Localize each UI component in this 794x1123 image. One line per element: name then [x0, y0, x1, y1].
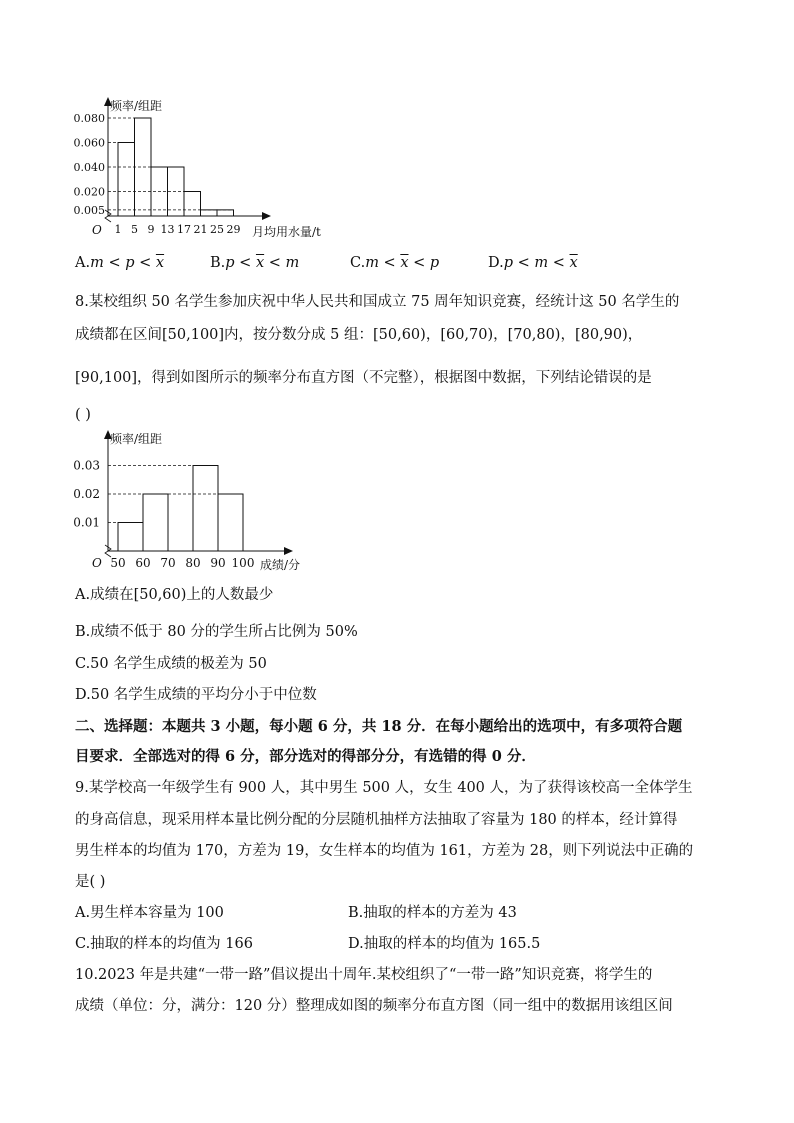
chart2-xlabel: 成绩/分	[260, 558, 301, 572]
chart1-xlabel: 月均用水量/t	[252, 225, 321, 239]
q8-option-b: B.成绩不低于 80 分的学生所占比例为 50%	[75, 624, 358, 640]
q7-option-c-p3: p	[429, 255, 440, 271]
chart2-xtick-label: 70	[160, 556, 176, 570]
q8-option-a: A.成绩在[50,60)上的人数最少	[75, 587, 274, 603]
q9-option-b: B.抽取的样本的方差为 43	[348, 905, 517, 921]
q8-answer-paren: ( )	[75, 407, 91, 423]
q7-option-a-p1: m	[90, 255, 104, 271]
chart1-xtick-label: 29	[226, 223, 241, 236]
chart2-xtick-label: 60	[135, 556, 151, 570]
q7-option-a	[75, 255, 164, 271]
chart1-bar	[217, 210, 234, 216]
chart1-bar	[118, 143, 135, 217]
chart2-origin: O	[92, 556, 102, 570]
q8-line1: 8.某校组织 50 名学生参加庆祝中华人民共和国成立 75 周年知识竞赛，经统计这 50 名学生的	[75, 294, 680, 310]
q7-option-b	[210, 255, 299, 271]
q8-option-c: C.50 名学生成绩的极差为 50	[75, 656, 267, 672]
chart2-ylabel: 频率/组距	[110, 432, 163, 446]
chart2-xtick-label: 100	[231, 556, 255, 570]
q9-option-d: D.抽取的样本的均值为 165.5	[348, 936, 541, 952]
chart2-bar	[193, 466, 218, 552]
q7-option-b-letter: B.	[210, 255, 226, 271]
chart2-bar	[118, 523, 143, 552]
chart2-ytick-label: 0.01	[73, 515, 100, 530]
q9-option-c: C.抽取的样本的均值为 166	[75, 936, 253, 952]
chart1-ytick-label: 0.005	[73, 203, 105, 217]
q7-option-a-s1: <	[103, 255, 126, 271]
q10-line2: 成绩（单位：分，满分：120 分）整理成如图的频率分布直方图（同一组中的数据用该组区间	[75, 998, 673, 1014]
chart-score-histogram	[70, 425, 320, 575]
q7-option-c	[350, 255, 439, 271]
chart1-ytick-label: 0.080	[73, 112, 105, 125]
chart2-bar	[143, 494, 168, 551]
chart1-origin: O	[92, 223, 102, 237]
chart1-bar	[201, 210, 218, 216]
q7-option-d-letter: D.	[488, 255, 504, 271]
q7-option-c-s2: <	[408, 255, 430, 271]
q7-option-c-p2: $\overline{x}$	[400, 255, 409, 271]
q7-option-d-p3: $\overline{x}$	[569, 255, 578, 271]
q7-option-d-p2: m	[534, 255, 549, 271]
chart2-xtick-label: 90	[210, 556, 226, 570]
chart1-ytick-label: 0.040	[73, 161, 105, 174]
q7-option-b-p2: $\overline{x}$	[255, 255, 265, 271]
q9-line2: 的身高信息，现采用样本量比例分配的分层随机抽样方法抽取了容量为 180 的样本，经计算得	[75, 812, 678, 828]
q7-option-a-p3: $\overline{x}$	[155, 255, 165, 271]
q7-option-c-p1: m	[365, 255, 379, 271]
q9-line1: 9.某学校高一年级学生有 900 人，其中男生 500 人，女生 400 人，为了获得该校高一全体学生	[75, 780, 693, 796]
chart2-xtick-label: 80	[185, 556, 201, 570]
chart-water-usage	[70, 92, 340, 244]
q9-line3: 男生样本的均值为 170，方差为 19，女生样本的均值为 161，方差为 28，则下列说法中正确的	[75, 843, 694, 859]
q9-line4: 是( )	[75, 874, 106, 890]
chart1-xtick-label: 5	[131, 223, 138, 236]
chart1-xtick-label: 13	[160, 223, 175, 236]
chart1-bar	[184, 192, 201, 217]
q8-line2: 成绩都在区间[50,100]内，按分数分成 5 组：[50,60)，[60,70)，[70,80)，[80,90)，	[75, 327, 643, 343]
q7-option-b-p1: p	[225, 255, 235, 271]
chart2-bar	[218, 494, 243, 551]
q7-option-d-s1: <	[513, 255, 535, 271]
q8-line3: [90,100]，得到如图所示的频率分布直方图（不完整），根据图中数据，下列结论错误的是	[75, 370, 652, 386]
q7-option-d-s2: <	[548, 255, 570, 271]
q7-option-a-p2: p	[125, 255, 135, 271]
chart2-xtick-label: 50	[110, 556, 126, 570]
q7-option-d-p1: p	[503, 255, 514, 271]
chart2-ytick-label: 0.03	[73, 458, 100, 473]
q7-option-b-p3: m	[285, 255, 300, 271]
q10-line1: 10.2023 年是共建“一带一路”倡议提出十周年.某校组织了“一带一路”知识竞赛，将学生的	[75, 967, 653, 983]
chart1-ytick-label: 0.060	[73, 136, 105, 150]
section2-line2: 目要求．全部选对的得 6 分，部分选对的得部分分，有选错的得 0 分．	[75, 748, 536, 765]
q7-option-b-s1: <	[234, 255, 256, 271]
q7-option-a-s2: <	[134, 255, 156, 271]
chart1-xtick-label: 25	[210, 223, 224, 236]
chart1-xtick-label: 17	[177, 223, 191, 236]
chart1-xtick-label: 21	[193, 223, 208, 236]
q7-option-b-s2: <	[264, 255, 286, 271]
chart1-ytick-label: 0.020	[73, 185, 105, 199]
chart1-ylabel: 频率/组距	[110, 99, 163, 113]
q7-option-c-s1: <	[378, 255, 401, 271]
chart1-xtick-label: 9	[147, 223, 155, 236]
section2-line1: 二、选择题：本题共 3 小题，每小题 6 分，共 18 分．在每小题给出的选项中，有多项符合题	[75, 718, 683, 735]
q7-option-d	[488, 255, 578, 271]
q7-option-c-letter: C.	[350, 255, 366, 271]
chart2-ytick-label: 0.02	[73, 487, 100, 501]
q8-option-d: D.50 名学生成绩的平均分小于中位数	[75, 687, 317, 703]
q9-option-a: A.男生样本容量为 100	[75, 905, 224, 921]
q7-option-a-letter: A.	[75, 255, 91, 271]
chart1-xtick-label: 1	[114, 223, 122, 236]
